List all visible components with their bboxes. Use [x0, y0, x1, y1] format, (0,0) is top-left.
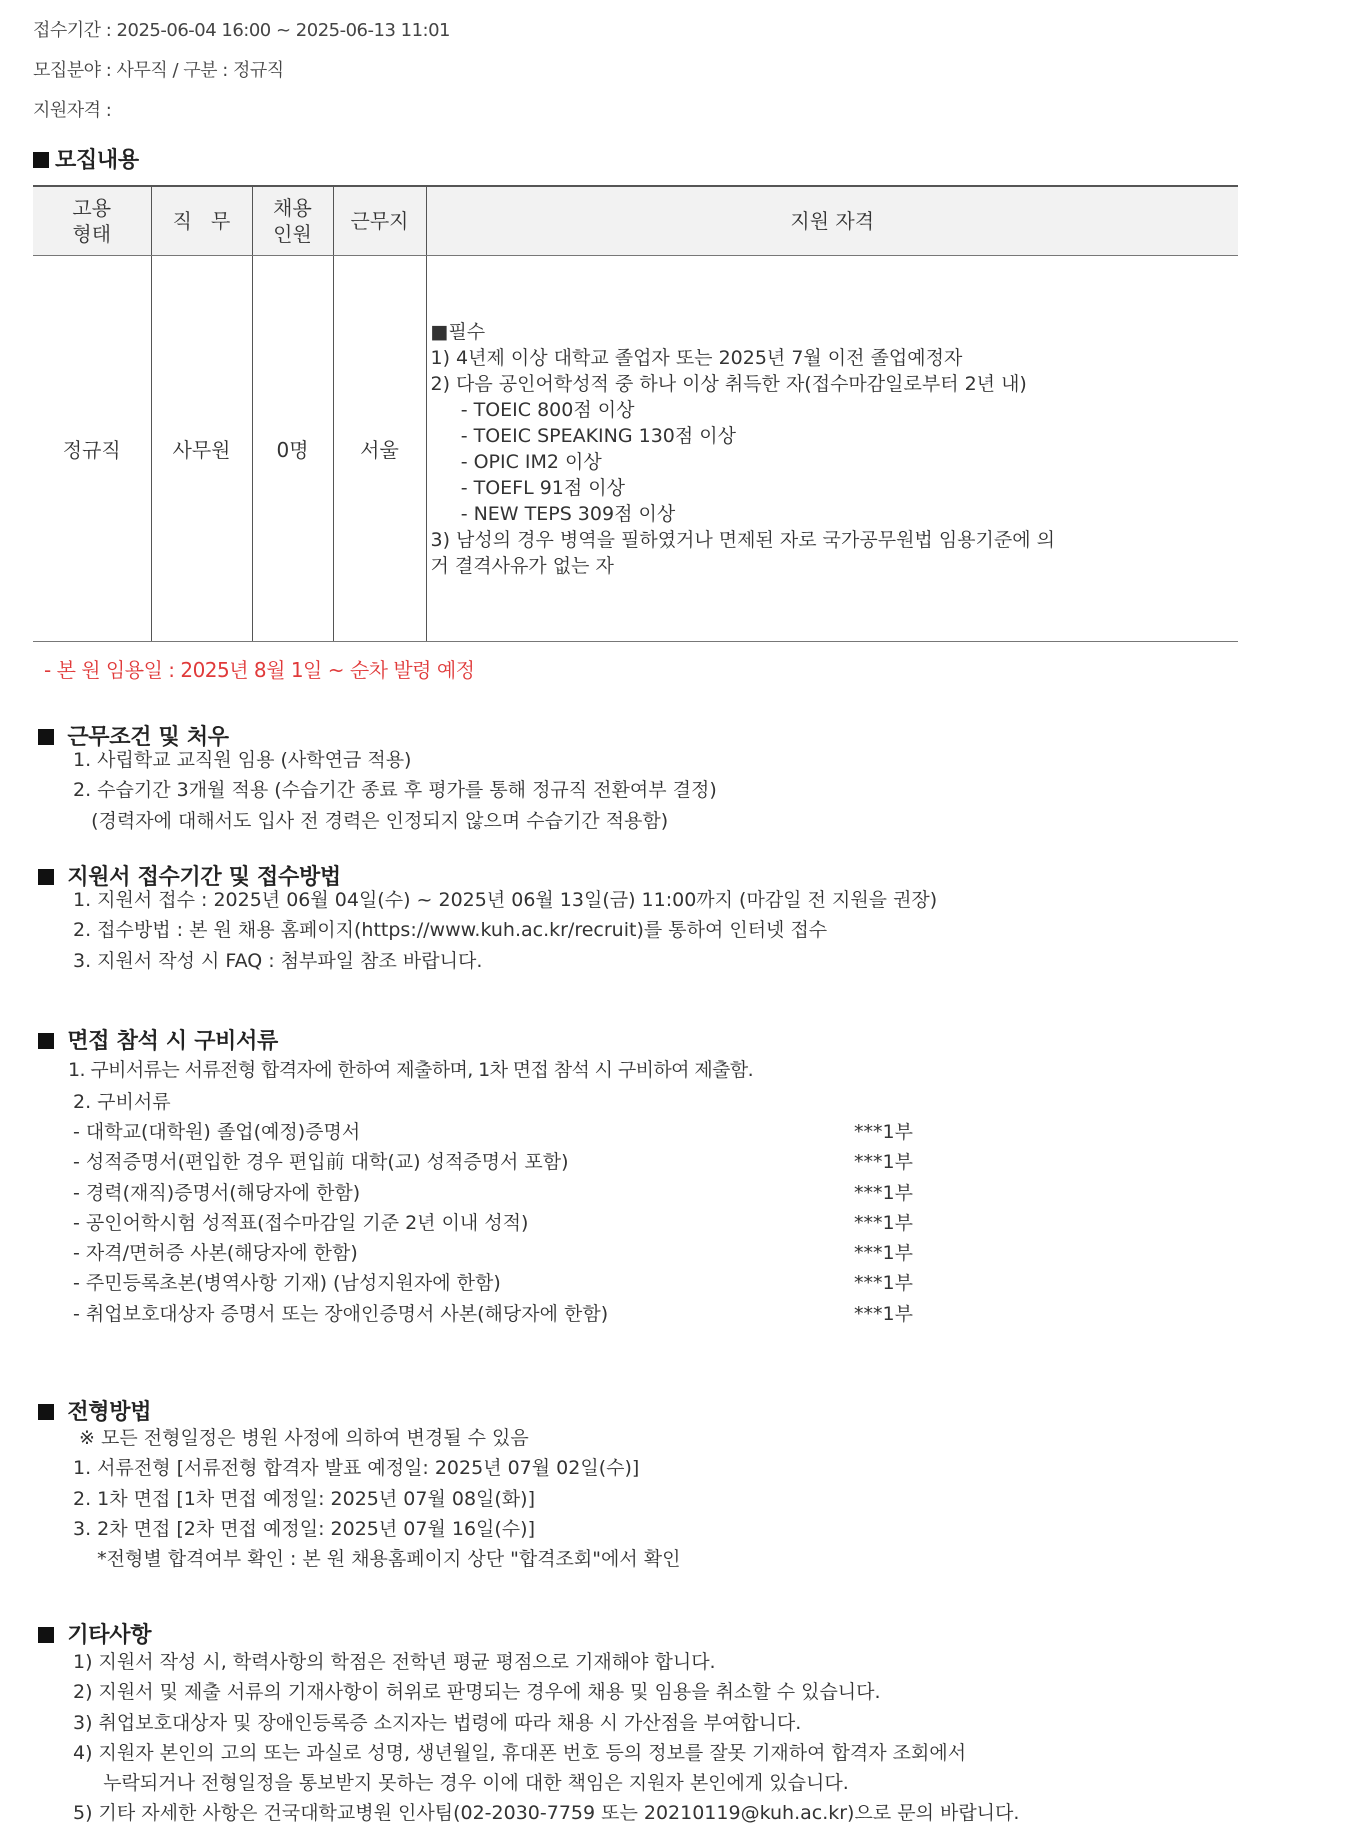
- list-item: 1. 서류전형 [서류전형 합격자 발표 예정일: 2025년 07월 02일(수)]: [73, 1457, 640, 1480]
- qual-line: - TOEIC SPEAKING 130점 이상: [430, 424, 736, 447]
- list-item: [73, 1208, 1073, 1238]
- qual-line: - NEW TEPS 309점 이상: [430, 502, 676, 525]
- document-name: - 주민등록초본(병역사항 기재) (남성지원자에 한함): [73, 1272, 501, 1295]
- document-name: - 공인어학시험 성적표(접수마감일 기준 2년 이내 성적): [73, 1211, 529, 1234]
- qual-line: - TOEIC 800점 이상: [430, 398, 635, 421]
- list-item: 4) 지원자 본인의 고의 또는 과실로 성명, 생년월일, 휴대폰 번호 등의 정보를 잘못 기재하여 합격자 조회에서: [73, 1741, 967, 1764]
- list-item: 1. 지원서 접수 : 2025년 06월 04일(수) ~ 2025년 06월 13일(금) 11:00까지 (마감일 전 지원을 권장): [73, 889, 938, 911]
- square-bullet-icon: [38, 869, 54, 885]
- list-item: *전형별 합격여부 확인 : 본 원 채용홈페이지 상단 "합격조회"에서 확인: [73, 1548, 681, 1571]
- list-item: 2. 1차 면접 [1차 면접 예정일: 2025년 07월 08일(화)]: [73, 1487, 535, 1510]
- document-name: - 취업보호대상자 증명서 또는 장애인증명서 사본(해당자에 한함): [73, 1302, 609, 1325]
- cell-location: 서울: [333, 256, 426, 642]
- list-item: 3. 2차 면접 [2차 면접 예정일: 2025년 07월 16일(수)]: [73, 1517, 535, 1540]
- document-qty: ***1부: [854, 1181, 913, 1204]
- application-list: [73, 885, 937, 976]
- documents-section-title: 면접 참석 시 구비서류: [38, 1024, 278, 1055]
- table-row: [33, 256, 1238, 642]
- document-qty: ***1부: [854, 1242, 913, 1265]
- square-bullet-icon: [33, 152, 49, 168]
- selection-list: [73, 1423, 680, 1574]
- list-item: [73, 1117, 1073, 1147]
- qual-line: 3) 남성의 경우 병역을 필하였거나 면제된 자로 국가공무원법 임용기준에 의: [430, 528, 1055, 551]
- document-name: - 자격/면허증 사본(해당자에 한함): [73, 1242, 358, 1265]
- qual-line: 2) 다음 공인어학성적 중 하나 이상 취득한 자(접수마감일로부터 2년 내): [430, 372, 1027, 395]
- list-item: 1. 사립학교 교직원 임용 (사학연금 적용): [73, 749, 412, 771]
- documents-intro: 1. 구비서류는 서류전형 합격자에 한하여 제출하며, 1차 면접 참석 시 구비하여 제출함.: [68, 1059, 754, 1081]
- list-item: 2. 접수방법 : 본 원 채용 홈페이지(https://www.kuh.ac.kr/recruit)를 통하여 인터넷 접수: [73, 919, 828, 942]
- qual-line: - OPIC IM2 이상: [430, 450, 602, 473]
- table-header-row: [33, 186, 1238, 256]
- cell-employment-type: 정규직: [33, 256, 151, 642]
- meta-period: 접수기간 : 2025-06-04 16:00 ~ 2025-06-13 11:01: [33, 20, 450, 41]
- documents-sub: 2. 구비서류: [73, 1091, 171, 1113]
- list-item: [73, 1268, 1073, 1298]
- document-qty: ***1부: [854, 1211, 913, 1234]
- list-item: [73, 1299, 1073, 1329]
- qual-line: 거 결격사유가 없는 자: [430, 554, 614, 577]
- conditions-section-title: 근무조건 및 처우: [38, 720, 229, 751]
- list-item: (경력자에 대해서도 입사 전 경력은 인정되지 않으며 수습기간 적용함): [73, 809, 669, 832]
- square-bullet-icon: [38, 1404, 54, 1420]
- document-qty: ***1부: [854, 1151, 913, 1174]
- header-qualification: 지원 자격: [426, 186, 1238, 256]
- header-location: 근무지: [333, 186, 426, 256]
- qual-line: 1) 4년제 이상 대학교 졸업자 또는 2025년 7월 이전 졸업예정자: [430, 346, 963, 369]
- list-item: [73, 1147, 1073, 1177]
- document-name: - 성적증명서(편입한 경우 편입前 대학(교) 성적증명서 포함): [73, 1151, 569, 1174]
- document-qty: ***1부: [854, 1121, 913, 1143]
- meta-field: 모집분야 : 사무직 / 구분 : 정규직: [33, 60, 284, 81]
- recruit-table: [33, 185, 1238, 642]
- documents-list: [73, 1087, 171, 1117]
- conditions-list: [73, 745, 717, 836]
- recruit-section-title: 모집내용: [33, 143, 139, 174]
- application-section-title: 지원서 접수기간 및 접수방법: [38, 860, 341, 891]
- square-bullet-icon: [38, 1033, 54, 1049]
- header-employment-type: 고용 형태: [33, 186, 151, 256]
- document-qty: ***1부: [854, 1272, 913, 1295]
- list-item: 2) 지원서 및 제출 서류의 기재사항이 허위로 판명되는 경우에 채용 및 임용을 취소할 수 있습니다.: [73, 1681, 881, 1704]
- appointment-note: - 본 원 임용일 : 2025년 8월 1일 ~ 순차 발령 예정: [44, 658, 475, 682]
- list-item: 1) 지원서 작성 시, 학력사항의 학점은 전학년 평균 평점으로 기재해야 합니다.: [73, 1651, 716, 1673]
- document-name: - 대학교(대학원) 졸업(예정)증명서: [73, 1121, 361, 1143]
- cell-headcount: 0명: [252, 256, 333, 642]
- header-job: 직 무: [151, 186, 252, 256]
- document-qty: ***1부: [854, 1302, 913, 1325]
- document-name: - 경력(재직)증명서(해당자에 한함): [73, 1181, 361, 1204]
- cell-qualification: [426, 256, 1238, 642]
- list-item: 3. 지원서 작성 시 FAQ : 첨부파일 참조 바랍니다.: [73, 949, 483, 972]
- list-item: 누락되거나 전형일정을 통보받지 못하는 경우 이에 대한 책임은 지원자 본인에게 있습니다.: [73, 1772, 849, 1795]
- qual-line: ■필수: [430, 320, 486, 343]
- square-bullet-icon: [38, 729, 54, 745]
- list-item: ※ 모든 전형일정은 병원 사정에 의하여 변경될 수 있음: [73, 1427, 529, 1449]
- list-item: [73, 1238, 1073, 1268]
- list-item: 3) 취업보호대상자 및 장애인등록증 소지자는 법령에 따라 채용 시 가산점을 부여합니다.: [73, 1711, 802, 1734]
- selection-section-title: 전형방법: [38, 1395, 151, 1426]
- etc-section-title: 기타사항: [38, 1618, 151, 1649]
- meta-qualification: 지원자격 :: [33, 100, 112, 121]
- qual-line: - TOEFL 91점 이상: [430, 476, 625, 499]
- cell-job: 사무원: [151, 256, 252, 642]
- list-item: 5) 기타 자세한 사항은 건국대학교병원 인사팀(02-2030-7759 또는 20210119@kuh.ac.kr)으로 문의 바랍니다.: [73, 1802, 1020, 1825]
- list-item: 2. 수습기간 3개월 적용 (수습기간 종료 후 평가를 통해 정규직 전환여부 결정): [73, 779, 717, 802]
- header-headcount: 채용 인원: [252, 186, 333, 256]
- list-item: [73, 1178, 1073, 1208]
- square-bullet-icon: [38, 1627, 54, 1643]
- documents-items: [73, 1117, 1073, 1329]
- etc-list: [73, 1647, 1019, 1829]
